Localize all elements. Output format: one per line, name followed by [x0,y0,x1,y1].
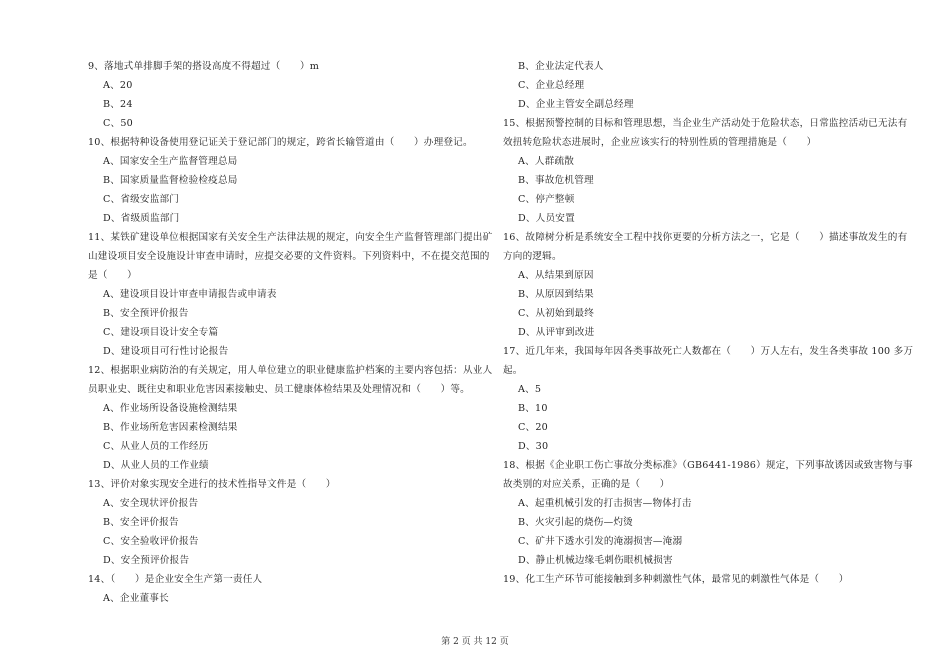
answer-option: B、24 [103,99,133,110]
answer-option: A、建设项目设计审查申请报告或申请表 [103,289,277,300]
answer-option: B、国家质量监督检验检疫总局 [103,175,238,186]
question-text: 14、（ ）是企业安全生产第一责任人 [88,574,263,585]
answer-option: B、企业法定代表人 [518,61,604,72]
answer-option: C、安全验收评价报告 [103,536,199,547]
answer-option: C、企业总经理 [518,80,585,91]
question-text: 18、根据《企业职工伤亡事故分类标准》（GB6441-1986）规定，下列事故诱因或致害物与事 [503,460,913,471]
question-text: 故类别的对应关系，正确的是（ ） [503,479,670,490]
answer-option: D、从评审到改进 [518,327,595,338]
answer-option: C、建设项目设计安全专篇 [103,327,219,338]
answer-option: A、人群疏散 [518,156,575,167]
question-text: 起。 [503,365,523,376]
question-text: 17、近几年来，我国每年因各类事故死亡人数都在（ ）万人左右，发生各类事故 100 多万 [503,346,914,357]
left-column [88,57,493,608]
answer-option: B、作业场所危害因素检测结果 [103,422,238,433]
right-column [503,57,914,589]
answer-option: C、从业人员的工作经历 [103,441,209,452]
question-text: 13、评价对象实现安全进行的技术性指导文件是（ ） [88,479,336,490]
answer-option: B、事故危机管理 [518,175,594,186]
question-text: 是（ ） [88,270,137,281]
question-text: 16、故障树分析是系统安全工程中找你更要的分析方法之一，它是（ ）描述事故发生的有 [503,232,908,243]
question-text: 12、根据职业病防治的有关规定，用人单位建立的职业健康监护档案的主要内容包括：从业人 [88,365,493,376]
answer-option: C、20 [518,422,548,433]
question-text: 9、落地式单排脚手架的搭设高度不得超过（ ）m [88,61,320,72]
question-text: 10、根据特种设备使用登记证关于登记部门的规定，跨省长输管道由（ ）办理登记。 [88,137,473,148]
answer-option: D、静止机械边缘毛刺伤眼机械损害 [518,555,673,566]
answer-option: A、5 [518,384,542,395]
question-text: 效扭转危险状态进展时，企业应该实行的特别性质的管理措施是（ ） [503,137,817,148]
answer-option: D、省级质监部门 [103,213,180,224]
answer-option: C、省级安监部门 [103,194,180,205]
answer-option: A、从结果到原因 [518,270,594,281]
answer-option: D、人员安置 [518,213,575,224]
answer-option: A、20 [103,80,133,91]
answer-option: C、从初始到最终 [518,308,595,319]
answer-option: D、安全预评价报告 [103,555,190,566]
answer-option: D、建设项目可行性讨论报告 [103,346,229,357]
answer-option: C、50 [103,118,133,129]
answer-option: A、作业场所设备设施检测结果 [103,403,238,414]
answer-option: B、安全评价报告 [103,517,179,528]
answer-option: D、从业人员的工作业绩 [103,460,209,471]
question-text: 方向的逻辑。 [503,251,562,262]
answer-option: C、停产整顿 [518,194,575,205]
question-text: 员职业史、既往史和职业危害因素接触史、员工健康体检结果及处理情况和（ ）等。 [88,384,470,395]
answer-option: B、10 [518,403,548,414]
question-text: 山建设项目安全设施设计审查申请时，应提交必要的文件资料。下列资料中，不在提交范围的 [88,251,490,262]
question-text: 19、化工生产环节可能接触到多种刺激性气体，最常见的刺激性气体是（ ） [503,574,849,585]
answer-option: A、企业董事长 [103,593,169,604]
answer-option: A、国家安全生产监督管理总局 [103,156,238,167]
answer-option: D、30 [518,441,549,452]
page-footer: 第 2 页 共 12 页 [441,637,509,647]
answer-option: D、企业主管安全副总经理 [518,99,634,110]
answer-option: A、起重机械引发的打击损害—物体打击 [518,498,692,509]
answer-option: B、火灾引起的烧伤—灼烫 [518,517,633,528]
question-text: 15、根据预警控制的目标和管理思想，当企业生产活动处于危险状态，日常监控活动已无法有 [503,118,908,129]
answer-option: C、矿井下透水引发的淹溺损害—淹溺 [518,536,683,547]
question-text: 11、某铁矿建设单位根据国家有关安全生产法律法规的规定，向安全生产监督管理部门提出矿 [88,232,493,243]
answer-option: B、从原因到结果 [518,289,594,300]
answer-option: B、安全预评价报告 [103,308,189,319]
answer-option: A、安全现状评价报告 [103,498,199,509]
